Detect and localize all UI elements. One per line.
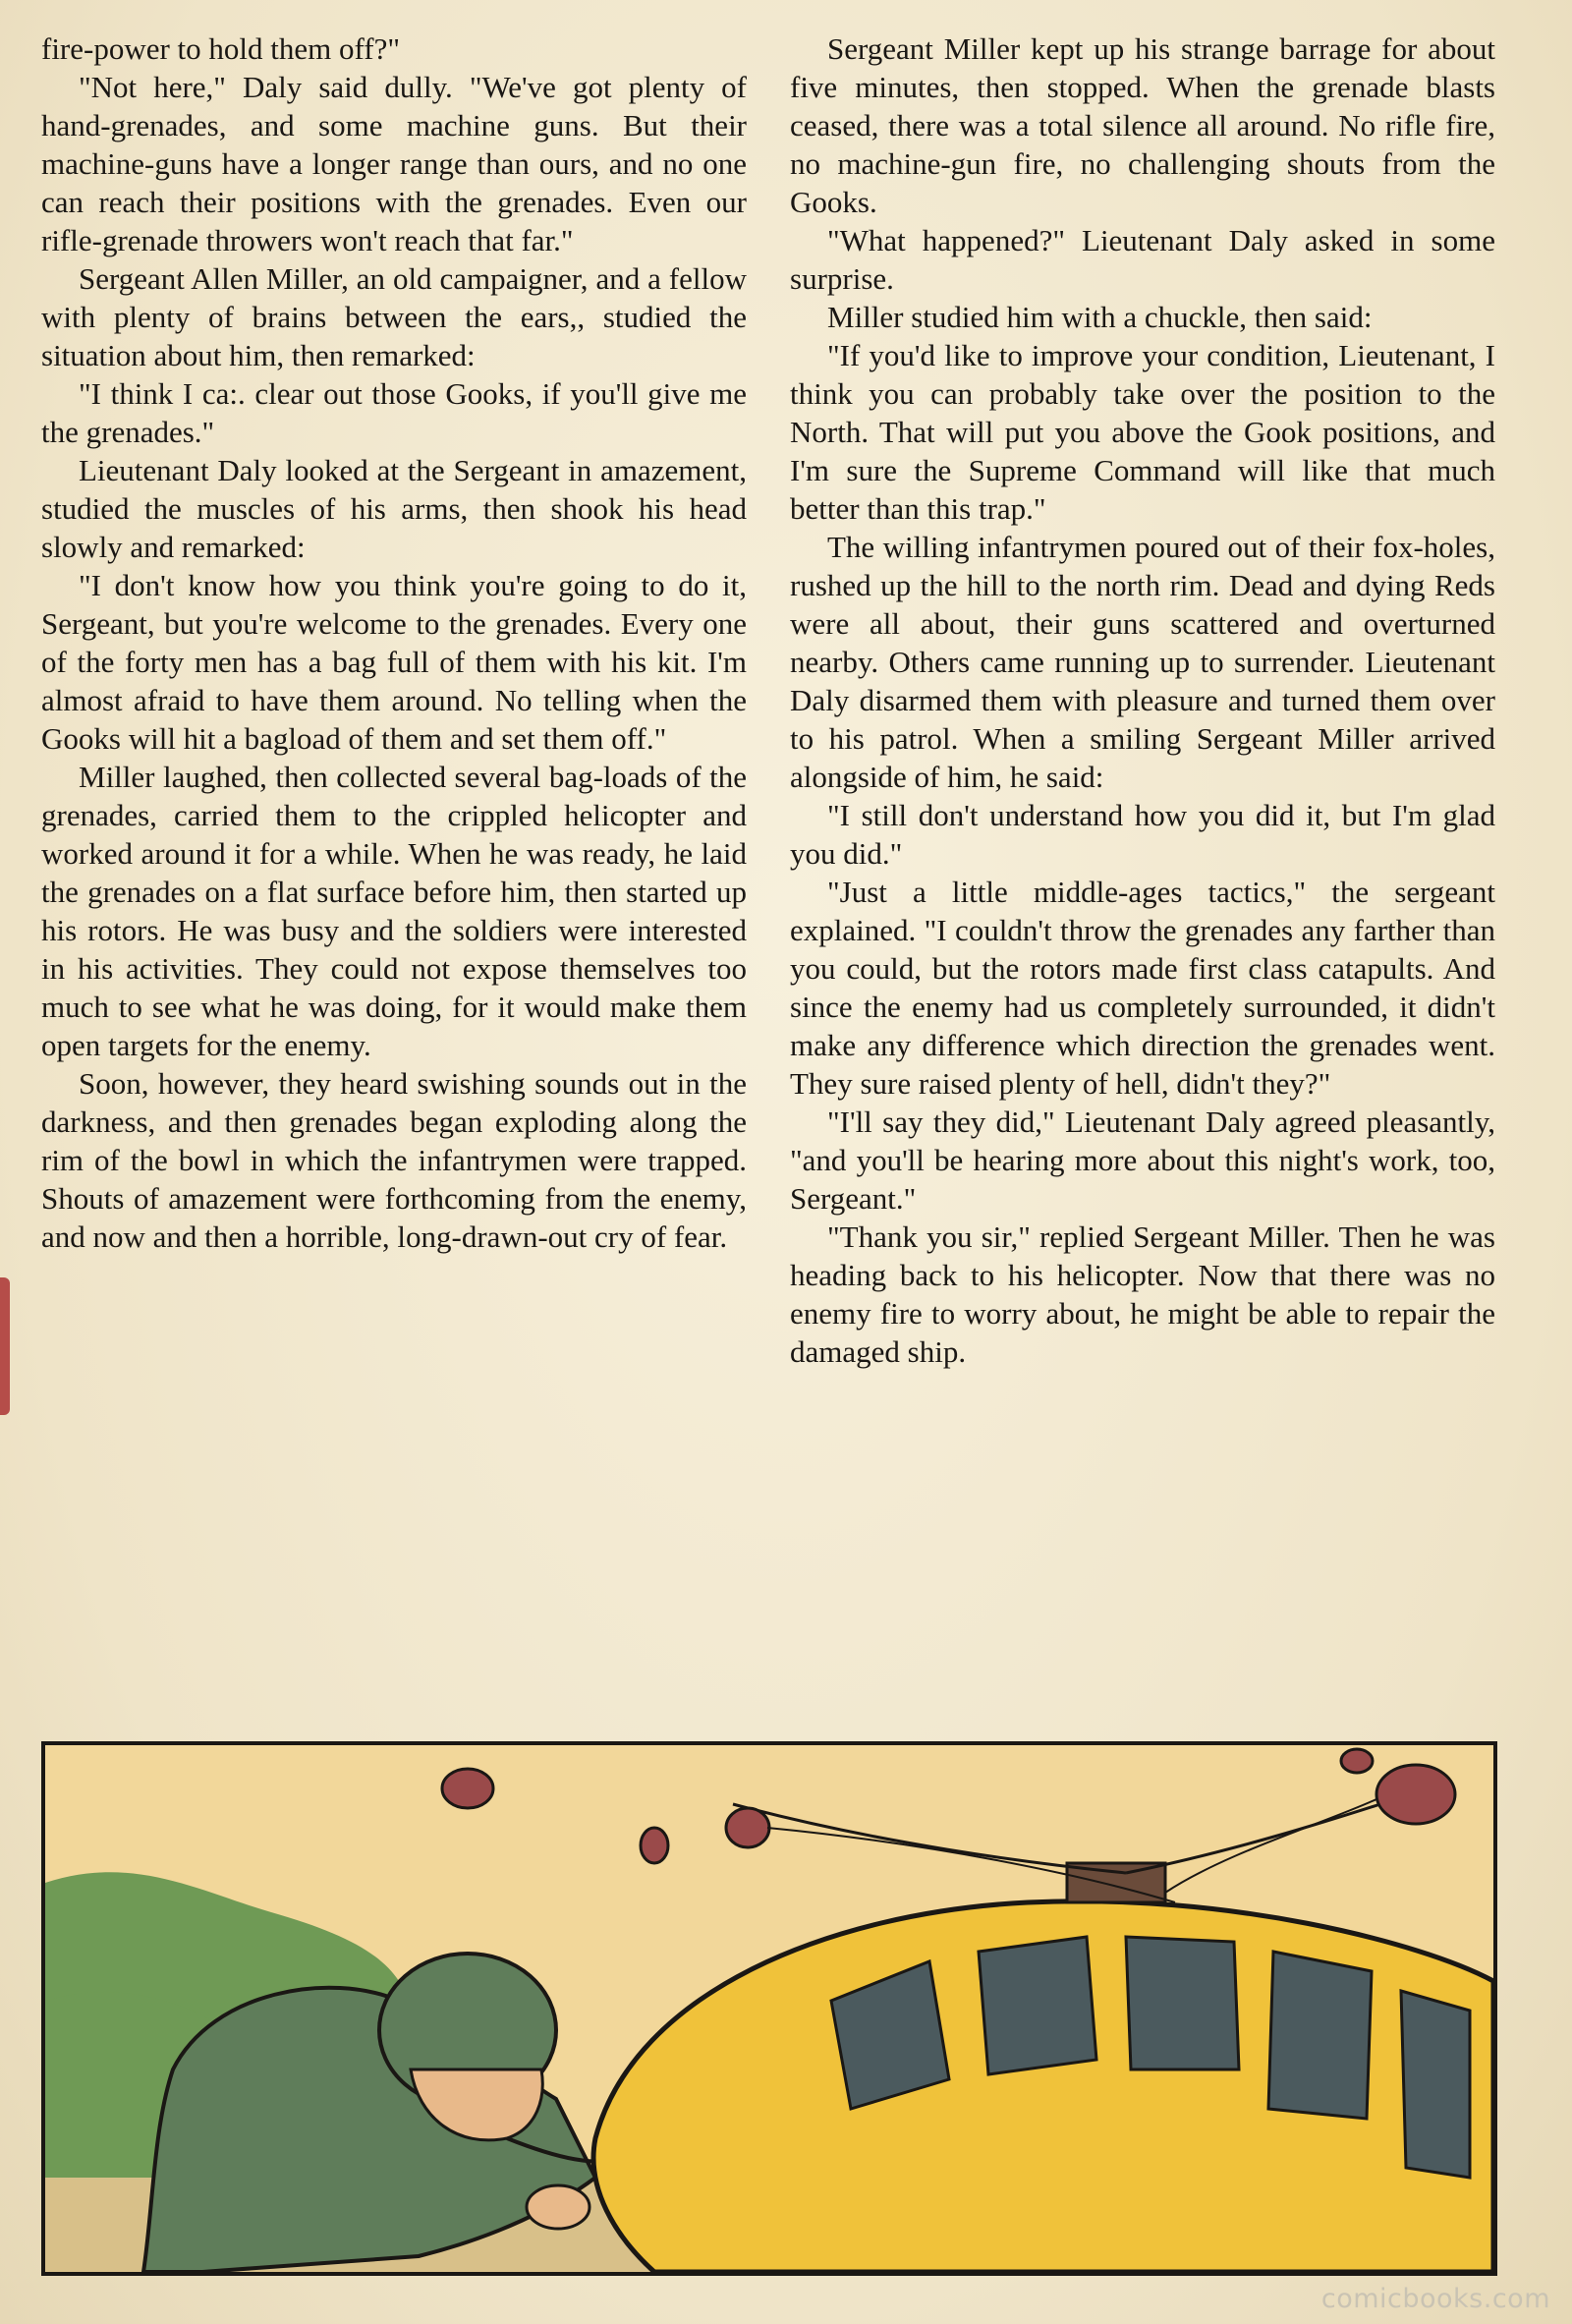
paragraph: "If you'd like to improve your condition, Lieutenant, I think you can probably take over the position to the North. That will put you above the Gook positions, and I'm sure the Supreme Command will like that much better than this trap." <box>790 338 1495 526</box>
paragraph: "What happened?" Lieutenant Daly asked in some surprise. <box>790 223 1495 296</box>
paragraph: "I'll say they did," Lieutenant Daly agreed pleasantly, "and you'll be hearing more about this night's work, too, Sergeant." <box>790 1105 1495 1216</box>
paragraph: Miller studied him with a chuckle, then said: <box>827 300 1373 334</box>
paragraph: Sergeant Miller kept up his strange barrage for about five minutes, then stopped. When the grenade blasts ceased, there was a total silence all around. No rifle fire, no machine-gun fire, no challenging shouts from the Gooks. <box>790 31 1495 219</box>
right-column <box>790 29 1495 1739</box>
paragraph: Sergeant Allen Miller, an old campaigner, and a fellow with plenty of brains between the ears,, studied the situation about him, then remarked: <box>41 261 747 372</box>
paragraph: "I think I ca:. clear out those Gooks, if you'll give me the grenades." <box>41 376 747 449</box>
paragraph: fire-power to hold them off?" <box>41 31 401 66</box>
left-column <box>41 29 747 1739</box>
text-columns <box>41 29 1495 1739</box>
paragraph: Lieutenant Daly looked at the Sergeant in amazement, studied the muscles of his arms, then shook his head slowly and remarked: <box>41 453 747 564</box>
paragraph: Soon, however, they heard swishing sounds out in the darkness, and then grenades began exploding along the rim of the bowl in which the infantrymen were trapped. Shouts of amazement were forthcoming from the enemy, and now and then a horrible, long-drawn-out cry of fear. <box>41 1066 747 1254</box>
paragraph: "I don't know how you think you're going to do it, Sergeant, but you're welcome to the grenades. Every one of the forty men has a bag full of them with his kit. I'm almost afraid to have them around. No telling when the Gooks will hit a bagload of them and set them off." <box>41 568 747 756</box>
paragraph: The willing infantrymen poured out of their fox-holes, rushed up the hill to the north rim. Dead and dying Reds were all about, their guns scattered and overturned nearby. Others came running up to surrender. Lieutenant Daly disarmed them with pleasure and turned them over to his patrol. When a smiling Sergeant Miller arrived alongside of him, he said: <box>790 530 1495 794</box>
paragraph: "I still don't understand how you did it, but I'm glad you did." <box>790 798 1495 871</box>
paragraph: "Just a little middle-ages tactics," the sergeant explained. "I couldn't throw the grenades any farther than you could, but the rotors made first class catapults. And since the enemy had us completely surrounded, it didn't make any difference which direction the grenades went. They sure raised plenty of hell, didn't they?" <box>790 875 1495 1101</box>
paragraph: "Thank you sir," replied Sergeant Miller. Then he was heading back to his helicopter. Now that there was no enemy fire to worry about, he might be able to repair the damaged ship. <box>790 1219 1495 1369</box>
page-edge-mark <box>0 1277 10 1415</box>
paragraph: "Not here," Daly said dully. "We've got plenty of hand-grenades, and some machine guns. But their machine-guns have a longer range than ours, and no one can reach their positions with the grenades. Even our rifle-grenade throwers won't reach that far." <box>41 70 747 257</box>
paragraph: Miller laughed, then collected several bag-loads of the grenades, carried them to the crippled helicopter and worked around it for a while. When he was ready, he laid the grenades on a flat surface before him, then started up his rotors. He was busy and the soldiers were interested in his activities. They could not expose themselves too much to see what he was doing, for it would make them open targets for the enemy. <box>41 760 747 1062</box>
illustration-art <box>45 1745 1493 2272</box>
illustration-panel <box>41 1741 1497 2276</box>
watermark-text: comicbooks.com <box>1320 2284 1550 2314</box>
